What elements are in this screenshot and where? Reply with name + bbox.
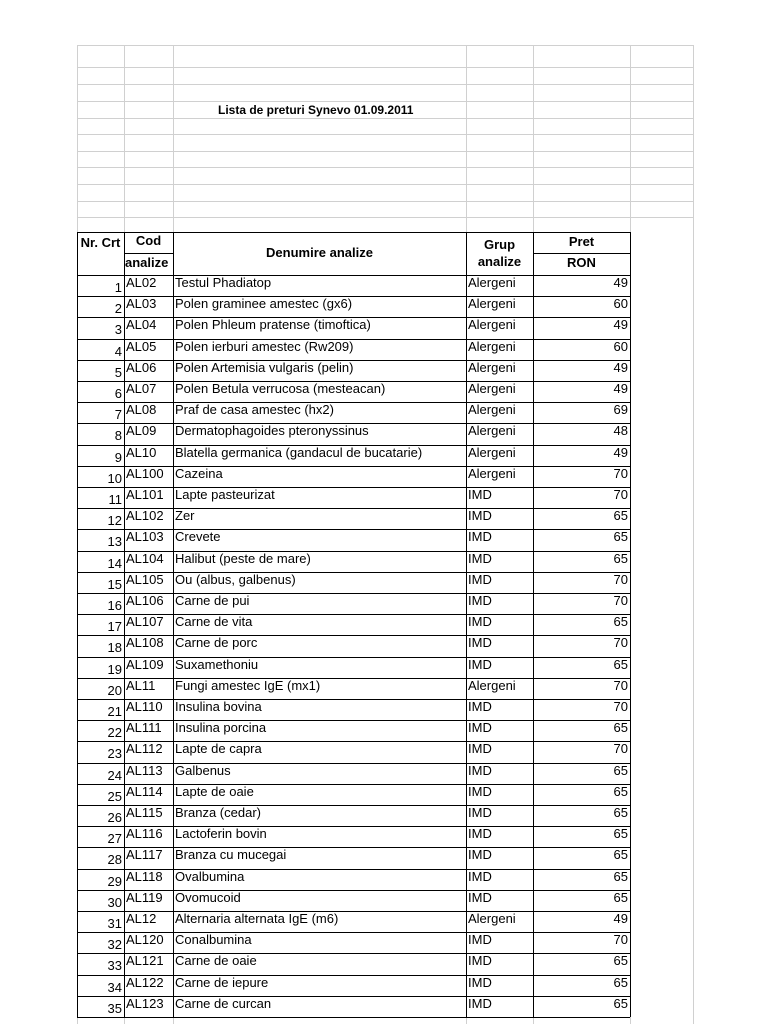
nr-crt-cell: 2 bbox=[114, 302, 122, 317]
denumire-cell: Ovalbumina bbox=[175, 869, 245, 884]
denumire-cell: Carne de pui bbox=[175, 594, 250, 608]
grup-cell: IMD bbox=[468, 721, 492, 736]
spreadsheet bbox=[77, 45, 693, 1024]
cod-analize-cell: AL122 bbox=[126, 975, 164, 990]
cod-analize-cell: AL112 bbox=[126, 742, 163, 757]
gridline bbox=[77, 84, 693, 85]
pret-cell: 70 bbox=[613, 636, 628, 651]
grup-cell: Alergeni bbox=[468, 276, 516, 290]
gridline bbox=[77, 167, 693, 168]
denumire-cell: Lapte pasteurizat bbox=[175, 488, 275, 502]
cod-analize-cell: AL100 bbox=[126, 466, 164, 481]
border-line bbox=[77, 932, 630, 933]
nr-crt-cell: 8 bbox=[114, 429, 122, 444]
cod-analize-cell: AL08 bbox=[126, 403, 157, 418]
denumire-cell: Polen ierburi amestec (Rw209) bbox=[175, 339, 354, 354]
border-line bbox=[77, 572, 630, 573]
denumire-cell: Branza cu mucegai bbox=[175, 848, 287, 863]
cod-analize-cell: AL02 bbox=[126, 276, 157, 290]
nr-crt-cell: 28 bbox=[107, 853, 122, 868]
border-line bbox=[77, 805, 630, 806]
border-line bbox=[77, 381, 630, 382]
pret-cell: 49 bbox=[613, 360, 628, 375]
grup-cell: Alergeni bbox=[468, 318, 516, 333]
pret-cell: 69 bbox=[613, 403, 628, 418]
gridline bbox=[77, 134, 693, 135]
grup-cell: IMD bbox=[468, 742, 492, 757]
nr-crt-cell: 30 bbox=[107, 895, 122, 910]
denumire-cell: Halibut (peste de mare) bbox=[175, 551, 311, 566]
nr-crt-cell: 15 bbox=[107, 577, 122, 592]
denumire-cell: Carne de iepure bbox=[175, 975, 269, 990]
border-line bbox=[77, 614, 630, 615]
grup-cell: IMD bbox=[468, 806, 492, 820]
cod-analize-cell: AL111 bbox=[126, 721, 162, 736]
pret-cell: 60 bbox=[613, 339, 628, 354]
header-cod-line1: Cod bbox=[135, 233, 162, 248]
grup-cell: Alergeni bbox=[468, 382, 516, 396]
pret-cell: 65 bbox=[613, 763, 628, 778]
border-line bbox=[77, 232, 630, 233]
denumire-cell: Lactoferin bovin bbox=[175, 827, 267, 842]
nr-crt-cell: 24 bbox=[107, 768, 122, 783]
pret-cell: 65 bbox=[613, 848, 628, 863]
cod-analize-cell: AL123 bbox=[126, 996, 164, 1011]
denumire-cell: Crevete bbox=[175, 530, 221, 545]
grup-cell: Alergeni bbox=[468, 466, 516, 481]
border-line bbox=[77, 657, 630, 658]
cod-analize-cell: AL113 bbox=[126, 763, 163, 778]
pret-cell: 49 bbox=[613, 445, 628, 460]
cod-analize-cell: AL109 bbox=[126, 657, 164, 672]
nr-crt-cell: 29 bbox=[107, 874, 122, 889]
denumire-cell: Ou (albus, galbenus) bbox=[175, 572, 296, 587]
nr-crt-cell: 18 bbox=[107, 641, 122, 656]
grup-cell: IMD bbox=[468, 700, 492, 714]
nr-crt-cell: 5 bbox=[114, 365, 122, 380]
gridline bbox=[693, 45, 694, 1024]
cod-analize-cell: AL115 bbox=[126, 806, 163, 820]
border-line bbox=[77, 678, 630, 679]
pret-cell: 70 bbox=[613, 466, 628, 481]
denumire-cell: Suxamethoniu bbox=[175, 657, 259, 672]
grup-cell: IMD bbox=[468, 530, 492, 545]
gridline bbox=[77, 67, 693, 68]
cod-analize-cell: AL07 bbox=[126, 382, 157, 396]
border-line bbox=[77, 826, 630, 827]
cod-analize-cell: AL107 bbox=[126, 615, 164, 630]
border-line bbox=[124, 253, 173, 254]
grup-cell: Alergeni bbox=[468, 360, 516, 375]
denumire-cell: Lapte de capra bbox=[175, 742, 262, 757]
pret-cell: 49 bbox=[613, 382, 628, 396]
pret-cell: 65 bbox=[613, 530, 628, 545]
nr-crt-cell: 17 bbox=[107, 620, 122, 635]
cod-analize-cell: AL121 bbox=[126, 954, 164, 969]
header-denumire: Denumire analize bbox=[266, 245, 373, 260]
border-line bbox=[77, 423, 630, 424]
nr-crt-cell: 27 bbox=[107, 832, 122, 847]
denumire-cell: Blatella germanica (gandacul de bucatarie) bbox=[175, 445, 423, 460]
cod-analize-cell: AL116 bbox=[126, 827, 163, 842]
cod-analize-cell: AL103 bbox=[126, 530, 164, 545]
grup-cell: Alergeni bbox=[468, 912, 516, 926]
denumire-cell: Carne de porc bbox=[175, 636, 258, 651]
grup-cell: IMD bbox=[468, 763, 492, 778]
pret-cell: 48 bbox=[613, 424, 628, 439]
header-pret-line2: RON bbox=[567, 255, 596, 270]
nr-crt-cell: 20 bbox=[107, 683, 122, 698]
border-line bbox=[77, 487, 630, 488]
denumire-cell: Fungi amestec IgE (mx1) bbox=[175, 678, 321, 693]
denumire-cell: Dermatophagoides pteronyssinus bbox=[175, 424, 369, 439]
border-line bbox=[77, 869, 630, 870]
cod-analize-cell: AL119 bbox=[126, 890, 163, 905]
denumire-cell: Polen Artemisia vulgaris (pelin) bbox=[175, 360, 354, 375]
nr-crt-cell: 33 bbox=[107, 959, 122, 974]
denumire-cell: Polen Phleum pratense (timoftica) bbox=[175, 318, 371, 333]
pret-cell: 65 bbox=[613, 615, 628, 630]
nr-crt-cell: 13 bbox=[107, 535, 122, 550]
nr-crt-cell: 3 bbox=[114, 323, 122, 338]
grup-cell: Alergeni bbox=[468, 297, 516, 312]
nr-crt-cell: 32 bbox=[107, 938, 122, 953]
nr-crt-cell: 16 bbox=[107, 599, 122, 613]
cod-analize-cell: AL12 bbox=[126, 912, 157, 926]
border-line bbox=[77, 699, 630, 700]
cod-analize-cell: AL06 bbox=[126, 360, 157, 375]
grup-cell: IMD bbox=[468, 954, 492, 969]
nr-crt-cell: 6 bbox=[114, 387, 122, 401]
border-line bbox=[77, 847, 630, 848]
pret-cell: 65 bbox=[613, 657, 628, 672]
pret-cell: 60 bbox=[613, 297, 628, 312]
border-line bbox=[630, 232, 631, 1017]
denumire-cell: Polen Betula verrucosa (mesteacan) bbox=[175, 382, 386, 396]
grup-cell: IMD bbox=[468, 933, 492, 948]
header-grup-line1: Grup bbox=[483, 237, 516, 252]
pret-cell: 65 bbox=[613, 806, 628, 820]
border-line bbox=[77, 445, 630, 446]
nr-crt-cell: 26 bbox=[107, 811, 122, 825]
border-line bbox=[533, 232, 534, 1017]
cod-analize-cell: AL104 bbox=[126, 551, 164, 566]
nr-crt-cell: 1 bbox=[114, 281, 122, 295]
nr-crt-cell: 31 bbox=[107, 917, 122, 931]
grup-cell: IMD bbox=[468, 551, 492, 566]
nr-crt-cell: 9 bbox=[114, 450, 122, 465]
cod-analize-cell: AL03 bbox=[126, 297, 157, 312]
cod-analize-cell: AL102 bbox=[126, 509, 164, 524]
pret-cell: 65 bbox=[613, 721, 628, 736]
gridline bbox=[77, 118, 693, 119]
cod-analize-cell: AL105 bbox=[126, 572, 164, 587]
pret-cell: 70 bbox=[613, 488, 628, 502]
grup-cell: IMD bbox=[468, 657, 492, 672]
pret-cell: 70 bbox=[613, 742, 628, 757]
denumire-cell: Insulina bovina bbox=[175, 700, 262, 714]
pret-cell: 70 bbox=[613, 594, 628, 608]
nr-crt-cell: 7 bbox=[114, 408, 122, 423]
denumire-cell: Carne de vita bbox=[175, 615, 253, 630]
pret-cell: 49 bbox=[613, 276, 628, 290]
nr-crt-cell: 23 bbox=[107, 747, 122, 762]
grup-cell: IMD bbox=[468, 890, 492, 905]
pret-cell: 65 bbox=[613, 784, 628, 799]
border-line bbox=[77, 975, 630, 976]
border-line bbox=[77, 741, 630, 742]
border-line bbox=[77, 953, 630, 954]
border-line bbox=[77, 1017, 630, 1018]
denumire-cell: Ovomucoid bbox=[175, 890, 241, 905]
border-line bbox=[77, 529, 630, 530]
gridline bbox=[77, 151, 693, 152]
nr-crt-cell: 21 bbox=[107, 705, 122, 719]
grup-cell: IMD bbox=[468, 594, 492, 608]
border-line bbox=[77, 890, 630, 891]
grup-cell: IMD bbox=[468, 869, 492, 884]
cod-analize-cell: AL118 bbox=[126, 869, 163, 884]
grup-cell: IMD bbox=[468, 848, 492, 863]
pret-cell: 70 bbox=[613, 700, 628, 714]
border-line bbox=[173, 232, 174, 1017]
pret-cell: 65 bbox=[613, 975, 628, 990]
grup-cell: IMD bbox=[468, 615, 492, 630]
nr-crt-cell: 34 bbox=[107, 980, 122, 995]
denumire-cell: Zer bbox=[175, 509, 195, 524]
border-line bbox=[77, 508, 630, 509]
grup-cell: IMD bbox=[468, 572, 492, 587]
denumire-cell: Lapte de oaie bbox=[175, 784, 254, 799]
gridline bbox=[77, 184, 693, 185]
gridline bbox=[77, 217, 693, 218]
border-line bbox=[77, 763, 630, 764]
header-pret-line1: Pret bbox=[568, 234, 595, 249]
nr-crt-cell: 11 bbox=[108, 493, 122, 507]
grup-cell: IMD bbox=[468, 975, 492, 990]
grup-cell: Alergeni bbox=[468, 445, 516, 460]
cod-analize-cell: AL11 bbox=[126, 678, 156, 693]
gridline bbox=[77, 201, 693, 202]
cod-analize-cell: AL117 bbox=[126, 848, 163, 863]
cod-analize-cell: AL09 bbox=[126, 424, 157, 439]
border-line bbox=[77, 911, 630, 912]
denumire-cell: Alternaria alternata IgE (m6) bbox=[175, 912, 339, 926]
border-line bbox=[77, 466, 630, 467]
border-line bbox=[77, 720, 630, 721]
nr-crt-cell: 19 bbox=[107, 662, 122, 677]
pret-cell: 65 bbox=[613, 827, 628, 842]
pret-cell: 65 bbox=[613, 996, 628, 1011]
denumire-cell: Branza (cedar) bbox=[175, 806, 261, 820]
grup-cell: IMD bbox=[468, 636, 492, 651]
header-nr-crt: Nr. Crt bbox=[80, 235, 121, 250]
border-line bbox=[533, 253, 630, 254]
grup-cell: IMD bbox=[468, 996, 492, 1011]
denumire-cell: Praf de casa amestec (hx2) bbox=[175, 403, 334, 418]
denumire-cell: Conalbumina bbox=[175, 933, 252, 948]
grup-cell: IMD bbox=[468, 827, 492, 842]
border-line bbox=[77, 996, 630, 997]
pret-cell: 65 bbox=[613, 551, 628, 566]
cod-analize-cell: AL108 bbox=[126, 636, 164, 651]
header-grup-line2: analize bbox=[477, 254, 522, 269]
denumire-cell: Galbenus bbox=[175, 763, 231, 778]
denumire-cell: Insulina porcina bbox=[175, 721, 267, 736]
denumire-cell: Testul Phadiatop bbox=[175, 276, 272, 290]
grup-cell: IMD bbox=[468, 488, 492, 502]
denumire-cell: Polen graminee amestec (gx6) bbox=[175, 297, 353, 312]
denumire-cell: Carne de oaie bbox=[175, 954, 257, 969]
nr-crt-cell: 14 bbox=[107, 556, 122, 571]
cod-analize-cell: AL04 bbox=[126, 318, 157, 333]
nr-crt-cell: 25 bbox=[107, 789, 122, 804]
document-title: Lista de preturi Synevo 01.09.2011 bbox=[218, 103, 414, 117]
pret-cell: 65 bbox=[613, 890, 628, 905]
border-line bbox=[77, 275, 630, 276]
border-line bbox=[77, 317, 630, 318]
border-line bbox=[77, 360, 630, 361]
denumire-cell: Carne de curcan bbox=[175, 996, 272, 1011]
pret-cell: 70 bbox=[613, 933, 628, 948]
border-line bbox=[77, 593, 630, 594]
gridline bbox=[77, 101, 693, 102]
grup-cell: Alergeni bbox=[468, 424, 516, 439]
cod-analize-cell: AL10 bbox=[126, 445, 157, 460]
border-line bbox=[77, 296, 630, 297]
pret-cell: 65 bbox=[613, 954, 628, 969]
grup-cell: Alergeni bbox=[468, 339, 516, 354]
cod-analize-cell: AL120 bbox=[126, 933, 164, 948]
border-line bbox=[77, 635, 630, 636]
gridline bbox=[77, 45, 693, 46]
denumire-cell: Cazeina bbox=[175, 466, 223, 481]
border-line bbox=[77, 402, 630, 403]
cod-analize-cell: AL05 bbox=[126, 339, 157, 354]
cod-analize-cell: AL114 bbox=[126, 784, 163, 799]
nr-crt-cell: 4 bbox=[114, 344, 122, 359]
cod-analize-cell: AL106 bbox=[126, 594, 164, 608]
pret-cell: 49 bbox=[613, 912, 628, 926]
pret-cell: 49 bbox=[613, 318, 628, 333]
cod-analize-cell: AL110 bbox=[126, 700, 163, 714]
cod-analize-cell: AL101 bbox=[126, 488, 164, 502]
border-line bbox=[77, 339, 630, 340]
pret-cell: 70 bbox=[613, 678, 628, 693]
border-line bbox=[124, 232, 125, 1017]
border-line bbox=[77, 232, 78, 1017]
grup-cell: Alergeni bbox=[468, 403, 516, 418]
grup-cell: Alergeni bbox=[468, 678, 516, 693]
nr-crt-cell: 35 bbox=[107, 1001, 122, 1016]
pret-cell: 65 bbox=[613, 509, 628, 524]
border-line bbox=[466, 232, 467, 1017]
nr-crt-cell: 12 bbox=[107, 514, 122, 529]
grup-cell: IMD bbox=[468, 509, 492, 524]
border-line bbox=[77, 784, 630, 785]
nr-crt-cell: 22 bbox=[107, 726, 122, 741]
grup-cell: IMD bbox=[468, 784, 492, 799]
pret-cell: 70 bbox=[613, 572, 628, 587]
border-line bbox=[77, 551, 630, 552]
pret-cell: 65 bbox=[613, 869, 628, 884]
header-cod-line2: analize bbox=[125, 255, 169, 270]
nr-crt-cell: 10 bbox=[107, 471, 122, 486]
